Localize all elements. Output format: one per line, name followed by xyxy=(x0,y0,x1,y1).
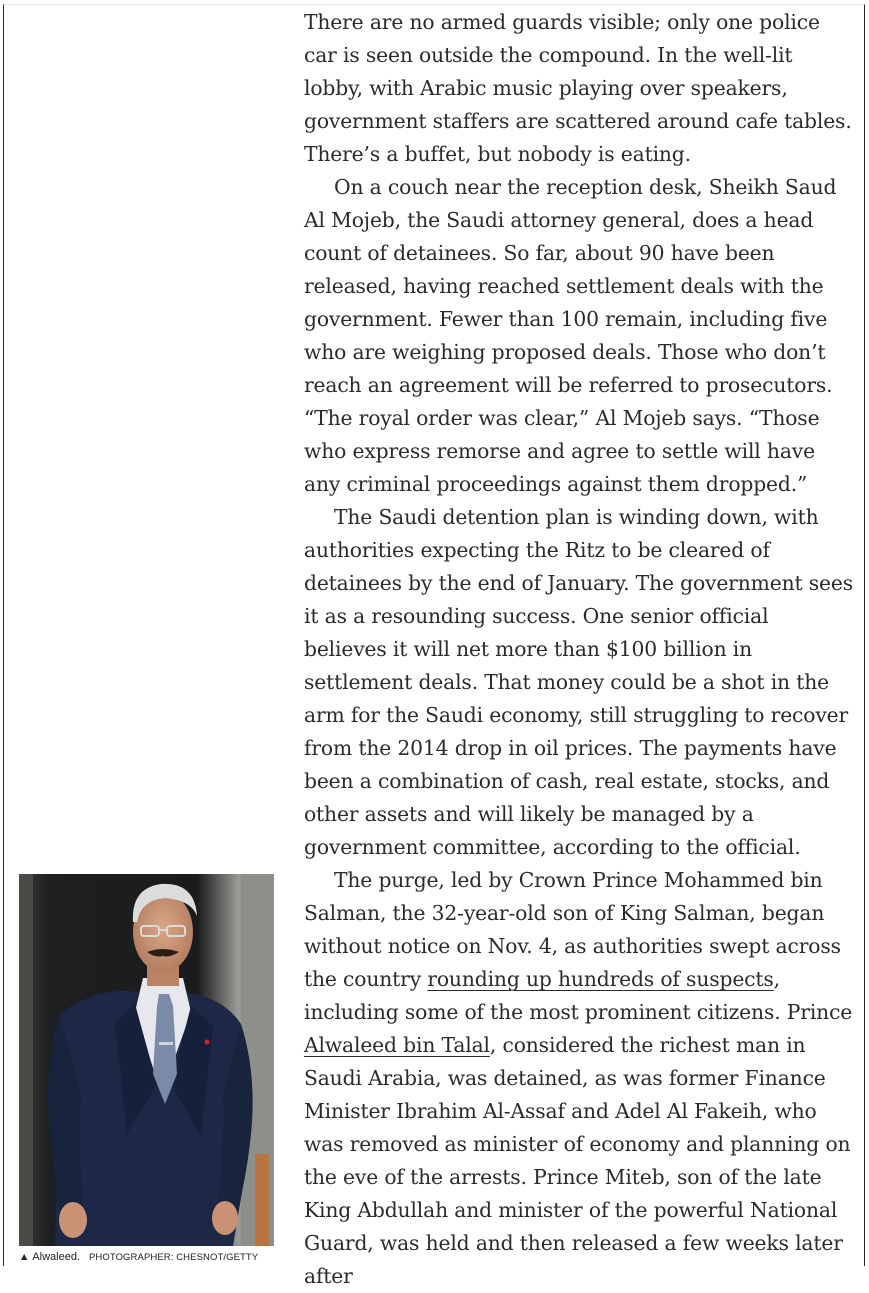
paragraph-text: There are no armed guards visible; only one police car is seen outside the compound. In the well-lit lobby, with Arabic music playing over speakers, government staffers are scattered around cafe tables. There’s a buffet, but nobody is eating. xyxy=(304,10,852,166)
paragraph-text: The Saudi detention plan is winding down, with authorities expecting the Ritz to be cleared of detainees by the end of January. The government sees it as a resounding success. One senior official believes it will net more than $100 billion in settlement deals. That money could be a shot in the arm for the Saudi economy, still struggling to recover from the 2014 drop in oil prices. The payments have been a combination of cash, real estate, stocks, and other assets and will likely be managed by a government committee, according to the official. xyxy=(304,505,853,859)
photo-credit: PHOTOGRAPHER: CHESNOT/GETTY xyxy=(88,1252,259,1263)
caption-text: Alwaleed. xyxy=(32,1251,81,1263)
article-paragraph xyxy=(304,864,856,1293)
article-link[interactable]: Alwaleed bin Talal xyxy=(304,1033,490,1057)
paragraph-text: The purge, led by Crown Prince Mohammed bin Salman, the 32-year-old son of King Salman, began without notice on Nov. 4, as authorities swept across the country xyxy=(304,868,841,991)
article-paragraph xyxy=(304,501,856,864)
article-body xyxy=(304,6,856,1293)
photo-caption xyxy=(19,1251,258,1263)
caption-marker: ▲ xyxy=(19,1251,30,1263)
portrait-photo-icon xyxy=(19,874,274,1246)
paragraph-text: , considered the richest man in Saudi Arabia, was detained, as was former Finance Minister Ibrahim Al-Assaf and Adel Al Fakeih, who was removed as minister of economy and planning on the eve of the arrests. Prince Miteb, son of the late King Abdullah and minister of the powerful National Guard, was held and then released a few weeks later after xyxy=(304,1033,851,1288)
paragraph-text: On a couch near the reception desk, Sheikh Saud Al Mojeb, the Saudi attorney general, does a head count of detainees. So far, about 90 have been released, having reached settlement deals with the government. Fewer than 100 remain, including five who are weighing proposed deals. Those who don’t reach an agreement will be referred to prosecutors. “The royal order was clear,” Al Mojeb says. “Those who express remorse and agree to settle will have any criminal proceedings against them dropped.” xyxy=(304,175,837,496)
article-link[interactable]: rounding up hundreds of suspects xyxy=(427,967,774,991)
paragraph-text: , including some of the most prominent citizens. Prince xyxy=(304,967,853,1024)
article-paragraph xyxy=(304,6,856,171)
article-paragraph xyxy=(304,171,856,501)
alwaleed-photo xyxy=(19,874,274,1246)
